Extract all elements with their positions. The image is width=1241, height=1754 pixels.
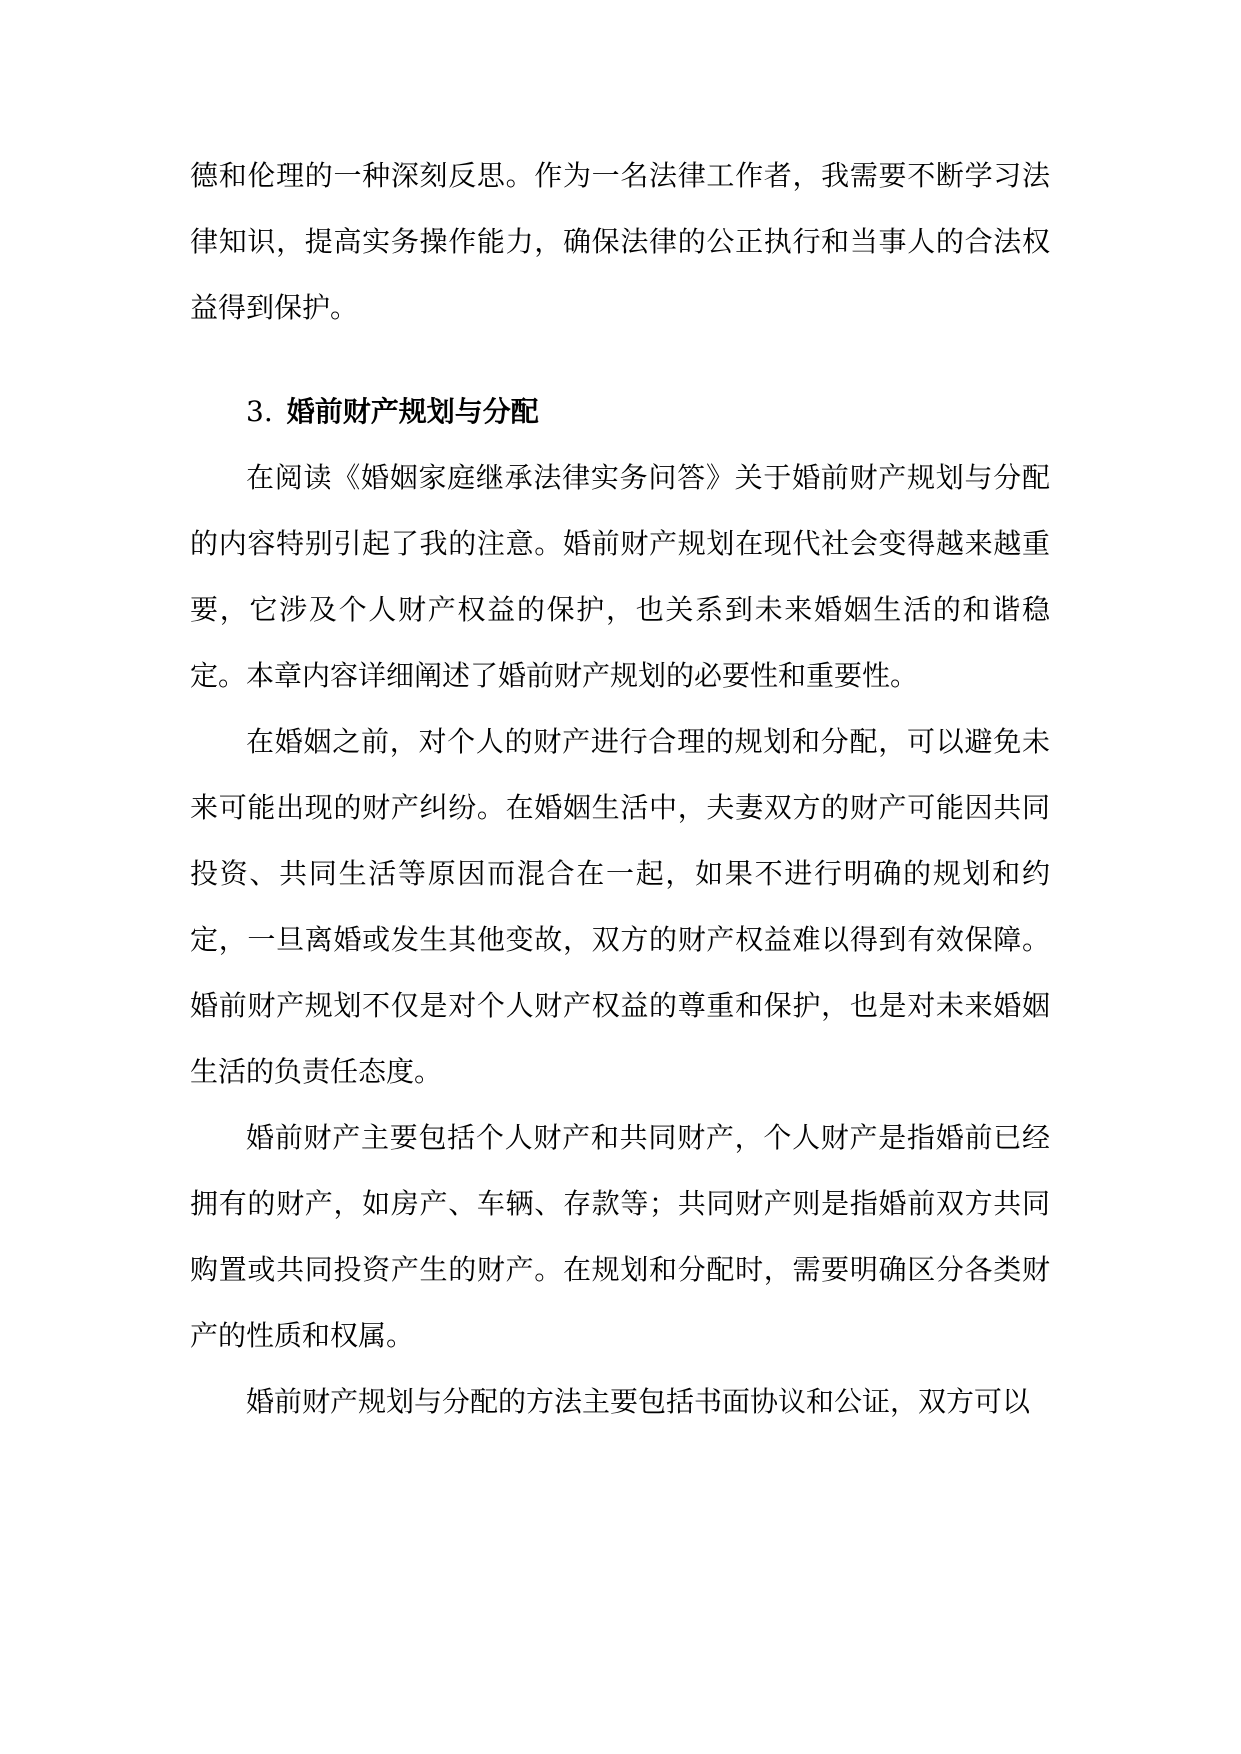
paragraph-4: 婚前财产规划与分配的方法主要包括书面协议和公证，双方可以 bbox=[246, 1385, 1031, 1418]
section-number: 3. bbox=[246, 395, 273, 428]
section-title: 婚前财产规划与分配 bbox=[286, 395, 539, 428]
paragraph-3: 婚前财产主要包括个人财产和共同财产，个人财产是指婚前已经拥有的财产，如房产、车辆、存款等；共同财产则是指婚前双方共同购置或共同投资产生的财产。在规划和分配时，需要明确区分各类财产的性质和权属。 bbox=[190, 1121, 1050, 1352]
paragraph-1: 在阅读《婚姻家庭继承法律实务问答》关于婚前财产规划与分配的内容特别引起了我的注意。婚前财产规划在现代社会变得越来越重要，它涉及个人财产权益的保护，也关系到未来婚姻生活的和谐稳定。本章内容详细阐述了婚前财产规划的必要性和重要性。 bbox=[190, 461, 1050, 692]
continuation-paragraph: 德和伦理的一种深刻反思。作为一名法律工作者，我需要不断学习法律知识，提高实务操作能力，确保法律的公正执行和当事人的合法权益得到保护。 bbox=[190, 159, 1050, 324]
document-body bbox=[190, 143, 1050, 1435]
section-heading bbox=[190, 379, 1050, 445]
paragraph-2: 在婚姻之前，对个人的财产进行合理的规划和分配，可以避免未来可能出现的财产纠纷。在婚姻生活中，夫妻双方的财产可能因共同投资、共同生活等原因而混合在一起，如果不进行明确的规划和约定，一旦离婚或发生其他变故，双方的财产权益难以得到有效保障。婚前财产规划不仅是对个人财产权益的尊重和保护，也是对未来婚姻生活的负责任态度。 bbox=[190, 725, 1050, 1088]
